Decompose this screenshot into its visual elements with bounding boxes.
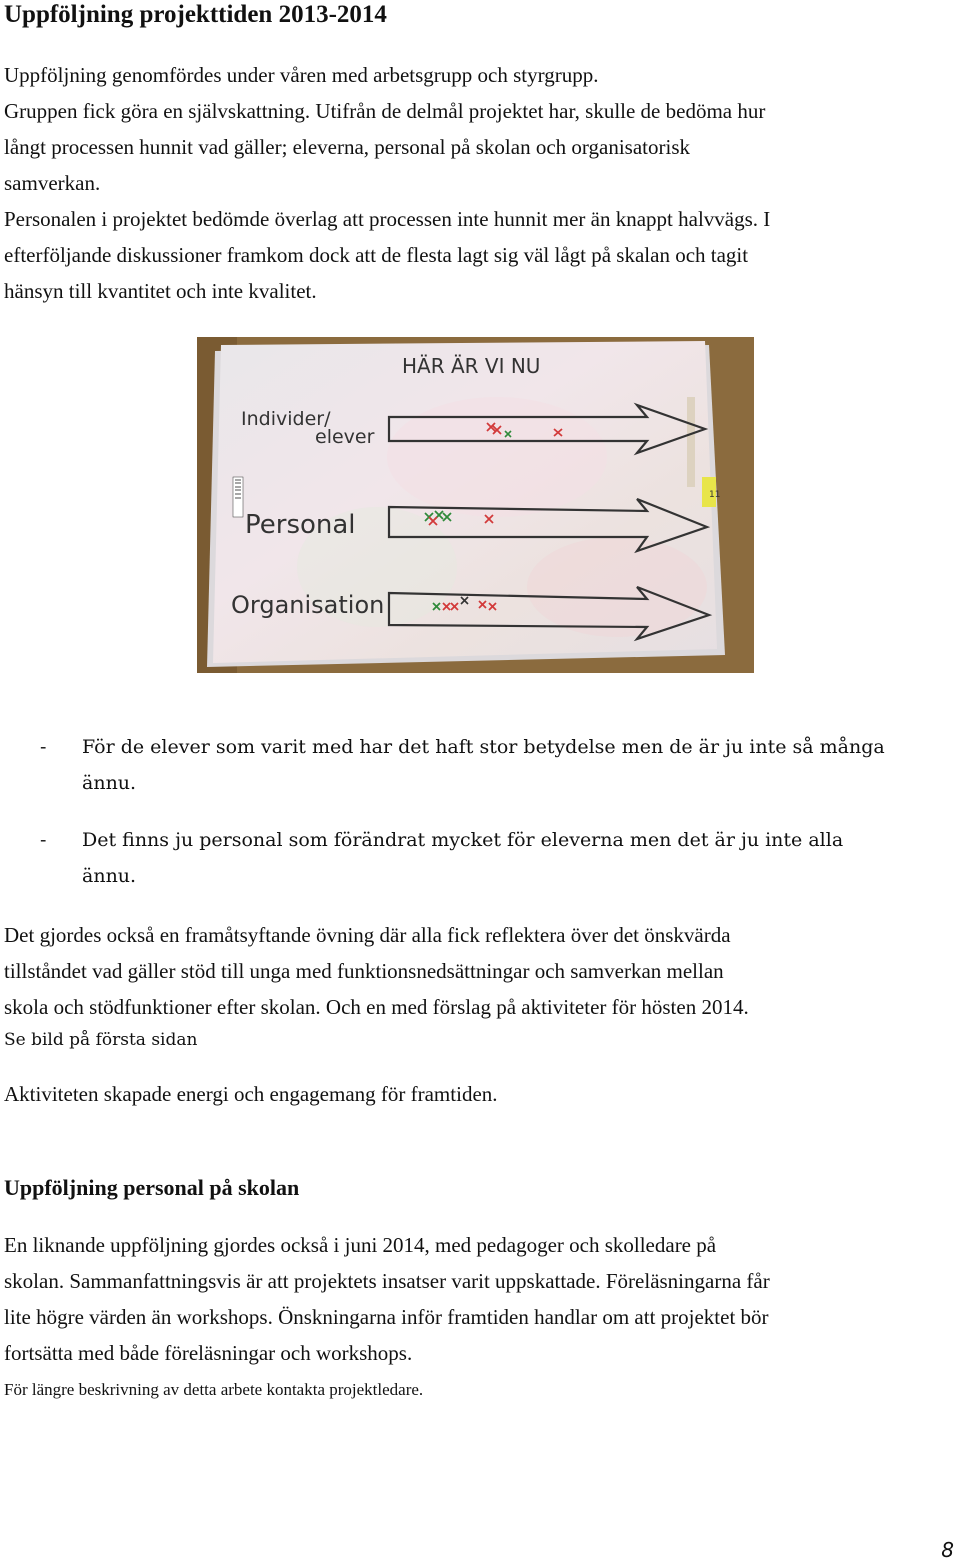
flipchart-photo (197, 337, 754, 673)
row-label: elever (315, 426, 375, 448)
text-line: fortsätta med både föreläsningar och workshops. (4, 1341, 413, 1365)
staff-followup-paragraph (4, 1227, 954, 1371)
contact-note: För längre beskrivning av detta arbete kontakta projektledare. (4, 1380, 424, 1399)
text-line: långt processen hunnit vad gäller; eleverna, personal på skolan och organisatorisk (4, 135, 690, 159)
sticker-label: 11 (709, 490, 721, 500)
row-label: Organisation (231, 591, 385, 619)
text-line: Aktiviteten skapade energi och engagemang för framtiden. (4, 1082, 498, 1106)
summary-sentence (4, 1076, 954, 1112)
page-title: Uppföljning projekttiden 2013-2014 (4, 1, 387, 28)
flipchart-header: HÄR ÄR VI NU (402, 354, 541, 378)
page-number: 8 (941, 1538, 954, 1562)
bullet-dash: - (40, 736, 47, 758)
text-line: lite högre värden än workshops. Önskningarna inför framtiden handlar om att projektet bör (4, 1305, 769, 1329)
text-line: samverkan. (4, 171, 101, 195)
photo-reference-note: Se bild på första sidan (4, 1030, 198, 1050)
text-line: skolan. Sammanfattningsvis är att projektets insatser varit uppskattade. Föreläsningarna får (4, 1269, 770, 1293)
text-line: ännu. (82, 772, 137, 794)
intro-paragraph (4, 57, 954, 309)
text-line: hänsyn till kvantitet och inte kvalitet. (4, 279, 317, 303)
section-heading: Uppföljning personal på skolan (4, 1175, 300, 1200)
flipchart-illustration (197, 337, 754, 673)
text-line: En liknande uppföljning gjordes också i juni 2014, med pedagoger och skolledare på (4, 1233, 717, 1257)
text-line: Gruppen fick göra en självskattning. Utifrån de delmål projektet har, skulle de bedöma hur (4, 99, 766, 123)
text-line: För de elever som varit med har det haft stor betydelse men de är ju inte så många (82, 736, 885, 758)
bullet-dash: - (40, 829, 47, 851)
reflection-paragraph (4, 917, 954, 1025)
text-line: Det finns ju personal som förändrat mycket för eleverna men det är ju inte alla (82, 829, 844, 851)
text-line: Det gjordes också en framåtsyftande övning där alla fick reflektera över det önskvärda (4, 923, 731, 947)
text-line: skola och stödfunktioner efter skolan. Och en med förslag på aktiviteter för hösten 2014. (4, 995, 749, 1019)
text-line: ännu. (82, 865, 137, 887)
text-line: Uppföljning genomfördes under våren med arbetsgrupp och styrgrupp. (4, 63, 599, 87)
text-line: efterföljande diskussioner framkom dock att de flesta lagt sig väl lågt på skalan och tagit (4, 243, 749, 267)
text-line: tillståndet vad gäller stöd till unga med funktionsnedsättningar och samverkan mellan (4, 959, 724, 983)
row-label: Individer/ (241, 408, 331, 430)
row-label: Personal (245, 510, 356, 540)
text-line: Personalen i projektet bedömde överlag att processen inte hunnit mer än knappt halvvägs. I (4, 207, 771, 231)
